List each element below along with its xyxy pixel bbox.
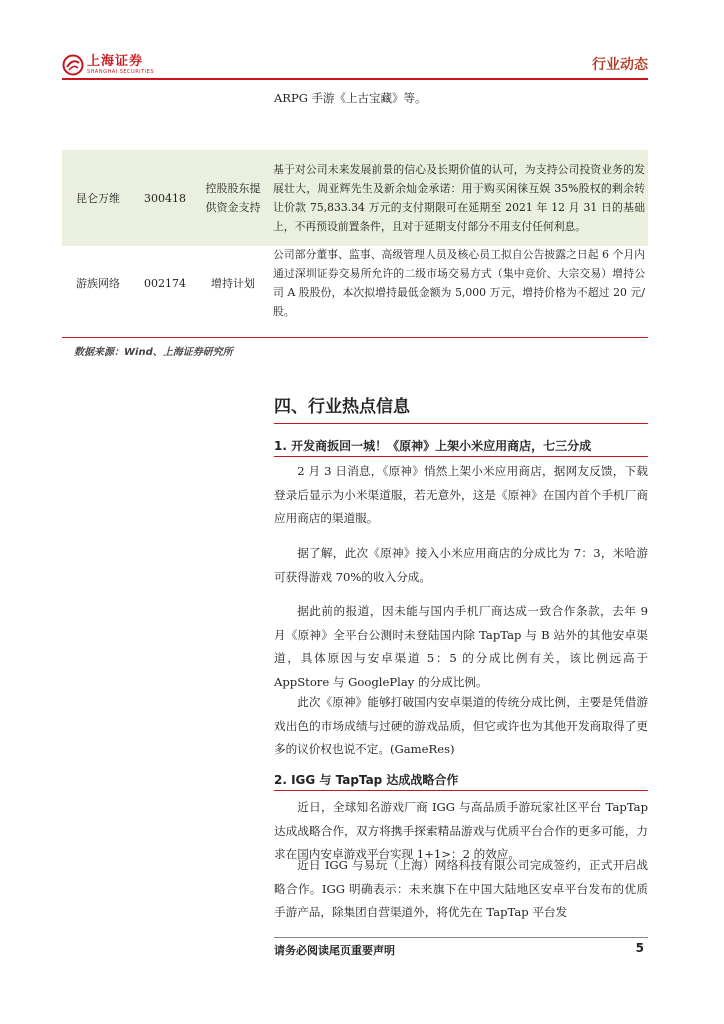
news-heading-divider — [274, 790, 648, 791]
stock-code: 002174 — [144, 276, 186, 290]
event-description: 公司部分董事、监事、高级管理人员及核心员工拟自公告披露之日起 6 个月内通过深圳证券交易所允许的二级市场交易方式（集中竞价、大宗交易）增持公司 A 股股份，本次拟增持最低金额为 5,000 万元，增持价格为不超过 20 元/股。 — [273, 248, 645, 318]
paragraph: 据了解，此次《原神》接入小米应用商店的分成比为 7：3，米哈游可获得游戏 70%的收入分成。 — [274, 546, 648, 584]
table-continued-text: ARPG 手游《上古宝藏》等。 — [274, 91, 427, 105]
news-heading-divider — [274, 456, 648, 457]
logo-chinese-text: 上海证券 — [87, 54, 144, 69]
event-type: 增持计划 — [211, 276, 255, 290]
page-number: 5 — [635, 941, 644, 955]
data-source-note: 数据来源：Wind、上海证券研究所 — [74, 347, 233, 358]
section-title: 四、行业热点信息 — [274, 397, 410, 417]
event-description: 基于对公司未来发展前景的信心及长期价值的认可，为支持公司投资业务的发展壮大，周亚辉先生及新余灿金承诺：用于购买闲徕互娱 35%股权的剩余转让价款 75,833.34 万元的支付期限可在延期至 2021 年 12 月 31 日的基础上，不再预设前置条件，且对于延期支付部分不用支付任何利息。 — [273, 163, 645, 233]
section-divider — [274, 423, 648, 424]
company-name: 游族网络 — [76, 277, 120, 290]
news-heading-1: 1. 开发商扳回一城！《原神》上架小米应用商店，七三分成 — [274, 439, 592, 453]
logo-english-text: SHANGHAI SECURITIES — [87, 69, 155, 75]
header-divider — [62, 78, 648, 80]
logo-emblem-icon — [62, 54, 84, 76]
footer-divider — [274, 937, 648, 938]
header-title: 行业动态 — [592, 57, 648, 73]
news-heading-2: 2. IGG 与 TapTap 达成战略合作 — [274, 773, 459, 787]
company-logo — [62, 52, 182, 78]
paragraph: 此次《原神》能够打破国内安卓渠道的传统分成比例，主要是凭借游戏出色的市场成绩与过硬的游戏品质，但它或许也为其他开发商取得了更多的议价权也说不定。(GameRes) — [274, 695, 648, 756]
table-row — [62, 150, 648, 246]
stock-code: 300418 — [144, 191, 186, 205]
company-name: 昆仑万维 — [76, 192, 120, 205]
paragraph: 2 月 3 日消息，《原神》悄然上架小米应用商店，据网友反馈，下载登录后显示为小米渠道服，若无意外，这是《原神》在国内首个手机厂商应用商店的渠道服。 — [274, 464, 648, 525]
table-row — [62, 246, 648, 320]
paragraph: 据此前的报道，因未能与国内手机厂商达成一致合作条款，去年 9 月《原神》全平台公测时未登陆国内除 TapTap 与 B 站外的其他安卓渠道，具体原因与安卓渠道 5：5 的分成比例有关，该比例远高于 AppStore 与 GooglePlay 的分成比例。 — [274, 604, 648, 689]
event-type: 控股股东提供资金支持 — [205, 182, 261, 214]
paragraph: 近日，全球知名游戏厂商 IGG 与高品质手游玩家社区平台 TapTap 达成战略合作，双方将携手探索精品游戏与优质平台合作的更多可能，力求在国内安卓游戏平台实现 1+1>：2 的效应。 — [274, 800, 648, 861]
table-bottom-rule — [62, 337, 648, 338]
footer-disclaimer: 请务必阅读尾页重要声明 — [274, 944, 395, 957]
paragraph: 近日 IGG 与易玩（上海）网络科技有限公司完成签约，正式开启战略合作。IGG 明确表示：未来旗下在中国大陆地区安卓平台发布的优质手游产品，除集团自营渠道外，将优先在 TapTap 平台发 — [274, 858, 648, 919]
